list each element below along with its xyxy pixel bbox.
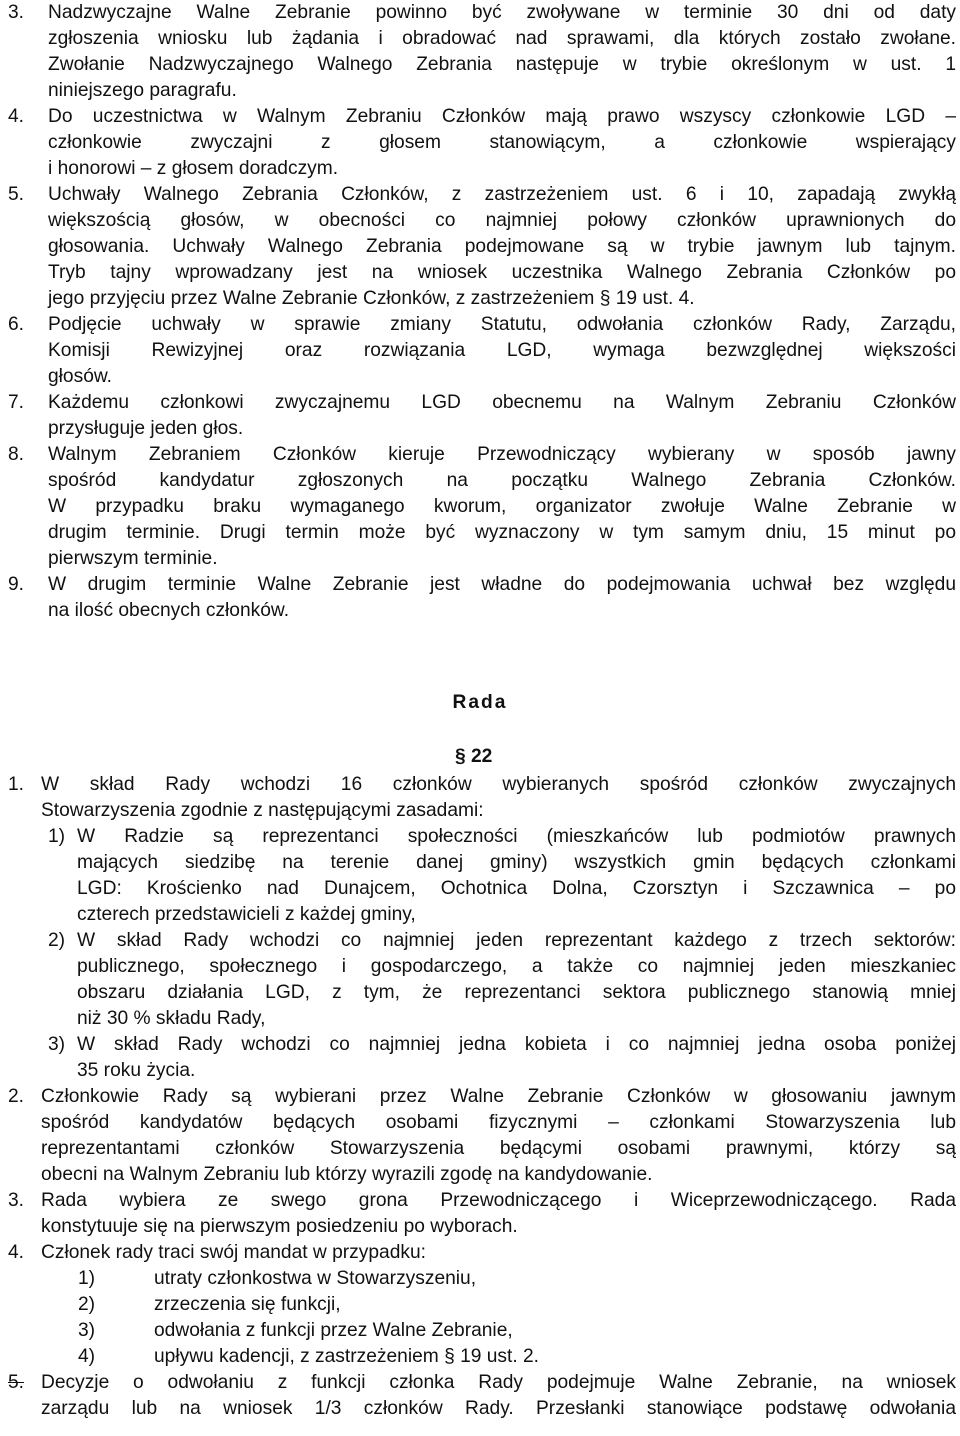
numbered-item [8, 0, 956, 104]
text-line: LGD: Krościenko nad Dunajcem, Ochotnica Dolna, Czorsztyn i Szczawnica – po [77, 878, 956, 899]
mandate-item-number: 2) [78, 1294, 96, 1315]
text-line: publicznego, społecznego i gospodarczego, a także co najmniej jeden mieszkaniec [77, 956, 956, 977]
text-line: upływu kadencji, z zastrzeżeniem § 19 ust. 2. [154, 1346, 540, 1367]
text-line: Członek rady traci swój mandat w przypadku: [41, 1242, 426, 1263]
item-number: 1. [8, 774, 25, 795]
sub-item-number: 3) [48, 1034, 66, 1055]
text-line: W przypadku braku wymaganego kworum, organizator zwołuje Walne Zebranie w [48, 496, 956, 517]
text-line: przysługuje jeden głos. [48, 418, 244, 439]
text-line: Tryb tajny wprowadzany jest na wniosek uczestnika Walnego Zebrania Członków po [48, 262, 956, 283]
item-text [48, 182, 956, 312]
mandate-item-text [154, 1344, 956, 1370]
text-line: zrzeczenia się funkcji, [154, 1294, 341, 1315]
mandate-item-number: 3) [78, 1320, 96, 1341]
text-line: 35 roku życia. [77, 1060, 196, 1081]
text-line: konstytuuje się na pierwszym posiedzeniu po wyborach. [41, 1216, 518, 1237]
numbered-item [8, 572, 956, 624]
item-number: 3. [8, 1190, 25, 1211]
text-line: i honorowi – z głosem doradczym. [48, 158, 339, 179]
text-line: Członkowie Rady są wybierani przez Walne Zebranie Członków w głosowaniu jawnym [41, 1086, 956, 1107]
paragraph-number: § 22 [455, 746, 493, 767]
item-text [48, 390, 956, 442]
numbered-item [8, 772, 956, 824]
section-heading: Rada [452, 692, 508, 713]
numbered-item [8, 182, 956, 312]
item-number: 4. [8, 106, 25, 127]
mandate-list-item [8, 1344, 956, 1370]
item-number: 7. [8, 392, 25, 413]
item-number: 8. [8, 444, 25, 465]
item-number: 6. [8, 314, 25, 335]
text-line: większością głosów, w obecności co najmniej połowy członków uprawnionych do [48, 210, 956, 231]
numbered-item [8, 442, 956, 572]
text-line: Do uczestnictwa w Walnym Zebraniu Członków mają prawo wszyscy członkowie LGD – [48, 106, 956, 127]
sub-item-text [77, 824, 956, 928]
item-text [48, 0, 956, 104]
text-line: Walnym Zebraniem Członków kieruje Przewodniczący wybierany w sposób jawny [48, 444, 956, 465]
item-text [41, 1240, 956, 1266]
mandate-list-item [8, 1318, 956, 1344]
numbered-item [8, 1188, 956, 1240]
text-line: Każdemu członkowi zwyczajnemu LGD obecnemu na Walnym Zebraniu Członków [48, 392, 956, 413]
item-number: 5. [8, 184, 25, 205]
sub-item-number: 2) [48, 930, 66, 951]
sub-item [8, 1032, 956, 1084]
mandate-item-text [154, 1266, 956, 1292]
mandate-item-text [154, 1318, 956, 1344]
text-line: W skład Rady wchodzi co najmniej jeden reprezentant każdego z trzech sektorów: [77, 930, 956, 951]
mandate-item-number: 4) [78, 1346, 96, 1367]
text-line: utraty członkostwa w Stowarzyszeniu, [154, 1268, 477, 1289]
sub-item [8, 928, 956, 1032]
text-line: niniejszego paragrafu. [48, 80, 237, 101]
item-text [48, 312, 956, 390]
text-line: Rada wybiera ze swego grona Przewodniczącego i Wiceprzewodniczącego. Rada [41, 1190, 956, 1211]
item-text [48, 572, 956, 624]
text-line: W skład Rady wchodzi 16 członków wybieranych spośród członków zwyczajnych [41, 774, 956, 795]
numbered-item [8, 1370, 956, 1422]
item-number: 5. [8, 1372, 25, 1393]
text-line: niż 30 % składu Rady, [77, 1008, 266, 1029]
item-number: 3. [8, 2, 25, 23]
text-line: Uchwały Walnego Zebrania Członków, z zastrzeżeniem ust. 6 i 10, zapadają zwykłą [48, 184, 956, 205]
mandate-item-text [154, 1292, 956, 1318]
text-line: jego przyjęciu przez Walne Zebranie Członków, z zastrzeżeniem § 19 ust. 4. [48, 288, 695, 309]
text-line: głosowania. Uchwały Walnego Zebrania podejmowane są w trybie jawnym lub tajnym. [48, 236, 956, 257]
item-text [41, 1084, 956, 1188]
text-line: pierwszym terminie. [48, 548, 218, 569]
text-line: na ilość obecnych członków. [48, 600, 290, 621]
text-line: głosów. [48, 366, 112, 387]
item-text [41, 1188, 956, 1240]
text-line: członkowie zwyczajni z głosem stanowiącym, a członkowie wspierający [48, 132, 956, 153]
mandate-list-item [8, 1292, 956, 1318]
mandate-item-number: 1) [78, 1268, 96, 1289]
numbered-item [8, 390, 956, 442]
item-text [41, 772, 956, 824]
numbered-item [8, 1240, 956, 1266]
text-line: Stowarzyszenia zgodnie z następującymi zasadami: [41, 800, 484, 821]
text-line: reprezentantami członków Stowarzyszenia będącymi osobami prawnymi, którzy są [41, 1138, 956, 1159]
text-line: Nadzwyczajne Walne Zebranie powinno być zwoływane w terminie 30 dni od daty [48, 2, 956, 23]
sub-item-text [77, 1032, 956, 1084]
text-line: W Radzie są reprezentanci społeczności (mieszkańców lub podmiotów prawnych [77, 826, 956, 847]
text-line: W drugim terminie Walne Zebranie jest władne do podejmowania uchwał bez względu [48, 574, 956, 595]
item-text [41, 1370, 956, 1422]
numbered-item [8, 1084, 956, 1188]
mandate-list-item [8, 1266, 956, 1292]
text-line: Zwołanie Nadzwyczajnego Walnego Zebrania następuje w trybie określonym w ust. 1 [48, 54, 956, 75]
item-text [48, 442, 956, 572]
text-line: Komisji Rewizyjnej oraz rozwiązania LGD, wymaga bezwzględnej większości [48, 340, 956, 361]
text-line: Podjęcie uchwały w sprawie zmiany Statutu, odwołania członków Rady, Zarządu, [48, 314, 956, 335]
text-line: mających siedzibę na terenie danej gminy) wszystkich gmin będących członkami [77, 852, 956, 873]
text-line: obecni na Walnym Zebraniu lub którzy wyrazili zgodę na kandydowanie. [41, 1164, 653, 1185]
text-line: W skład Rady wchodzi co najmniej jedna kobieta i co najmniej jedna osoba poniżej [77, 1034, 956, 1055]
text-line: obszaru działania LGD, z tym, że reprezentanci sektora publicznego stanowią mniej [77, 982, 956, 1003]
item-number: 9. [8, 574, 25, 595]
text-line: zarządu lub na wniosek 1/3 członków Rady. Przesłanki stanowiące podstawę odwołania [41, 1398, 956, 1419]
text-line: czterech przedstawicieli z każdej gminy, [77, 904, 416, 925]
numbered-item [8, 104, 956, 182]
text-line: odwołania z funkcji przez Walne Zebranie, [154, 1320, 513, 1341]
item-number: 4. [8, 1242, 25, 1263]
text-line: spośród kandydatów będących osobami fizycznymi – członkami Stowarzyszenia lub [41, 1112, 956, 1133]
text-line: spośród kandydatur zgłoszonych na początku Walnego Zebrania Członków. [48, 470, 956, 491]
sub-item-number: 1) [48, 826, 66, 847]
item-text [48, 104, 956, 182]
item-number: 2. [8, 1086, 25, 1107]
text-line: drugim terminie. Drugi termin może być wyznaczony w tym samym dniu, 15 minut po [48, 522, 956, 543]
numbered-item [8, 312, 956, 390]
sub-item-text [77, 928, 956, 1032]
text-line: zgłoszenia wniosku lub żądania i obradować nad sprawami, dla których zostało zwołane. [48, 28, 956, 49]
text-line: Decyzje o odwołaniu z funkcji członka Rady podejmuje Walne Zebranie, na wniosek [41, 1372, 956, 1393]
sub-item [8, 824, 956, 928]
